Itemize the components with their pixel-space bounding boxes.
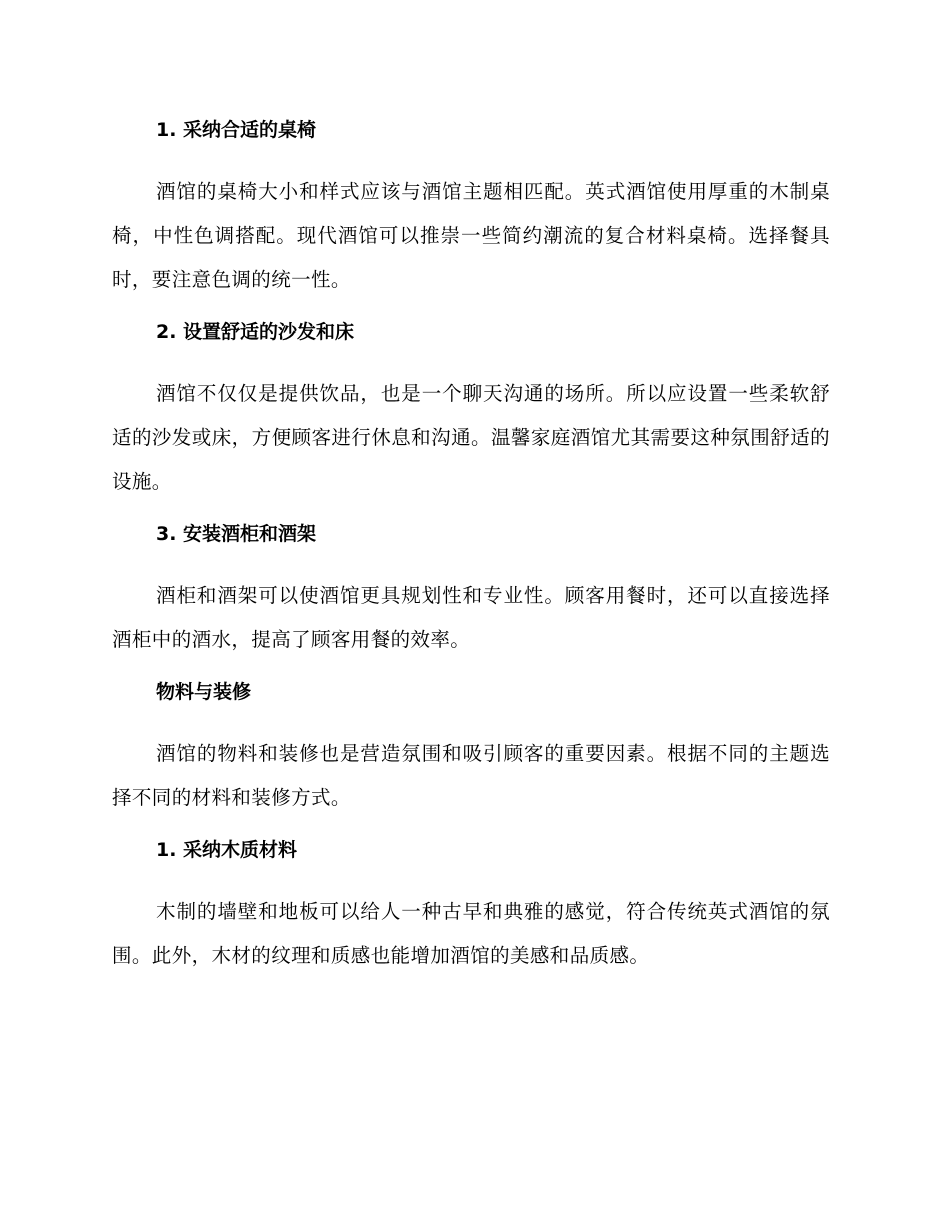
section-paragraph-tables-chairs: 酒馆的桌椅大小和样式应该与酒馆主题相匹配。英式酒馆使用厚重的木制桌椅，中性色调搭配。现代酒馆可以推崇一些简约潮流的复合材料桌椅。选择餐具时，要注意色调的统一性。 (112, 180, 830, 291)
section-heading-materials-decoration: 物料与装修 (156, 681, 252, 703)
section-heading-tables-chairs: 1. 采纳合适的桌椅 (156, 119, 317, 141)
section-paragraph-wine-cabinet: 酒柜和酒架可以使酒馆更具规划性和专业性。顾客用餐时，还可以直接选择酒柜中的酒水，提高了顾客用餐的效率。 (112, 584, 830, 651)
section-paragraph-sofa-bed: 酒馆不仅仅是提供饮品，也是一个聊天沟通的场所。所以应设置一些柔软舒适的沙发或床，方便顾客进行休息和沟通。温馨家庭酒馆尤其需要这种氛围舒适的设施。 (112, 382, 830, 493)
section-heading-wine-cabinet: 3. 安装酒柜和酒架 (156, 523, 317, 545)
document-body (112, 112, 830, 978)
section-heading-sofa-bed: 2. 设置舒适的沙发和床 (156, 321, 355, 343)
section-paragraph-wood-materials: 木制的墙壁和地板可以给人一种古早和典雅的感觉，符合传统英式酒馆的氛围。此外，木材的纹理和质感也能增加酒馆的美感和品质感。 (112, 900, 830, 967)
section-heading-wood-materials: 1. 采纳木质材料 (156, 839, 298, 861)
section-paragraph-materials-decoration: 酒馆的物料和装修也是营造氛围和吸引顾客的重要因素。根据不同的主题选择不同的材料和装修方式。 (112, 742, 830, 809)
